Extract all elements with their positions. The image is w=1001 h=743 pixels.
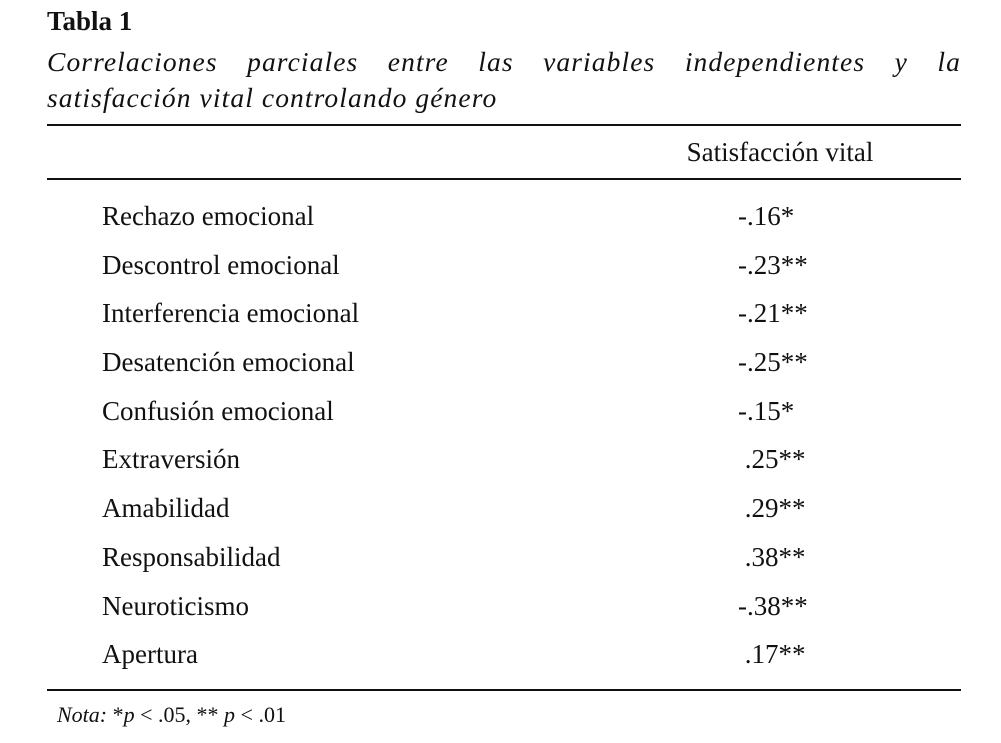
row-value: .29** xyxy=(738,493,806,524)
note-text-2: < .05, ** xyxy=(134,702,225,727)
top-rule xyxy=(47,124,961,126)
row-value: -.23** xyxy=(738,249,808,280)
row-label: Interferencia emocional xyxy=(102,298,360,329)
table-number: Tabla 1 xyxy=(47,6,133,36)
row-label: Desatención emocional xyxy=(102,347,355,378)
table-row xyxy=(0,488,1001,537)
table-row xyxy=(0,439,1001,488)
row-label: Rechazo emocional xyxy=(102,201,315,231)
row-label: Neuroticismo xyxy=(102,590,249,621)
note-p-symbol-2: p xyxy=(224,702,236,727)
table-body xyxy=(0,196,1001,683)
note-p-symbol-1: p xyxy=(123,702,135,727)
row-value: -.21** xyxy=(738,298,808,329)
table-caption: Correlaciones parciales entre las variables independientes y la satisfacción vital controlando género xyxy=(47,46,961,113)
row-value: -.15* xyxy=(738,395,795,426)
row-value: .17** xyxy=(738,639,806,670)
row-value: .38** xyxy=(738,541,806,572)
table-row xyxy=(0,537,1001,586)
table-row xyxy=(0,586,1001,635)
note-text-1: * xyxy=(107,702,124,727)
table-row xyxy=(0,245,1001,294)
table-note xyxy=(57,700,286,730)
row-value: -.38** xyxy=(738,590,808,621)
table-row xyxy=(0,391,1001,440)
row-value: -.16* xyxy=(738,201,795,231)
note-text-3: < .01 xyxy=(235,702,286,727)
table-row xyxy=(0,634,1001,683)
row-label: Amabilidad xyxy=(102,493,230,524)
table-row xyxy=(0,342,1001,391)
row-label: Confusión emocional xyxy=(102,395,334,426)
table-row xyxy=(0,196,1001,245)
row-value: -.25** xyxy=(738,347,808,378)
column-header: Satisfacción vital xyxy=(686,137,874,167)
table-row xyxy=(0,293,1001,342)
row-label: Descontrol emocional xyxy=(102,249,340,280)
row-label: Extraversión xyxy=(102,444,240,475)
header-rule xyxy=(47,178,961,180)
row-label: Apertura xyxy=(102,639,198,670)
bottom-rule xyxy=(47,689,961,691)
note-prefix: Nota: xyxy=(57,702,108,727)
row-value: .25** xyxy=(738,444,806,475)
row-label: Responsabilidad xyxy=(102,541,281,572)
